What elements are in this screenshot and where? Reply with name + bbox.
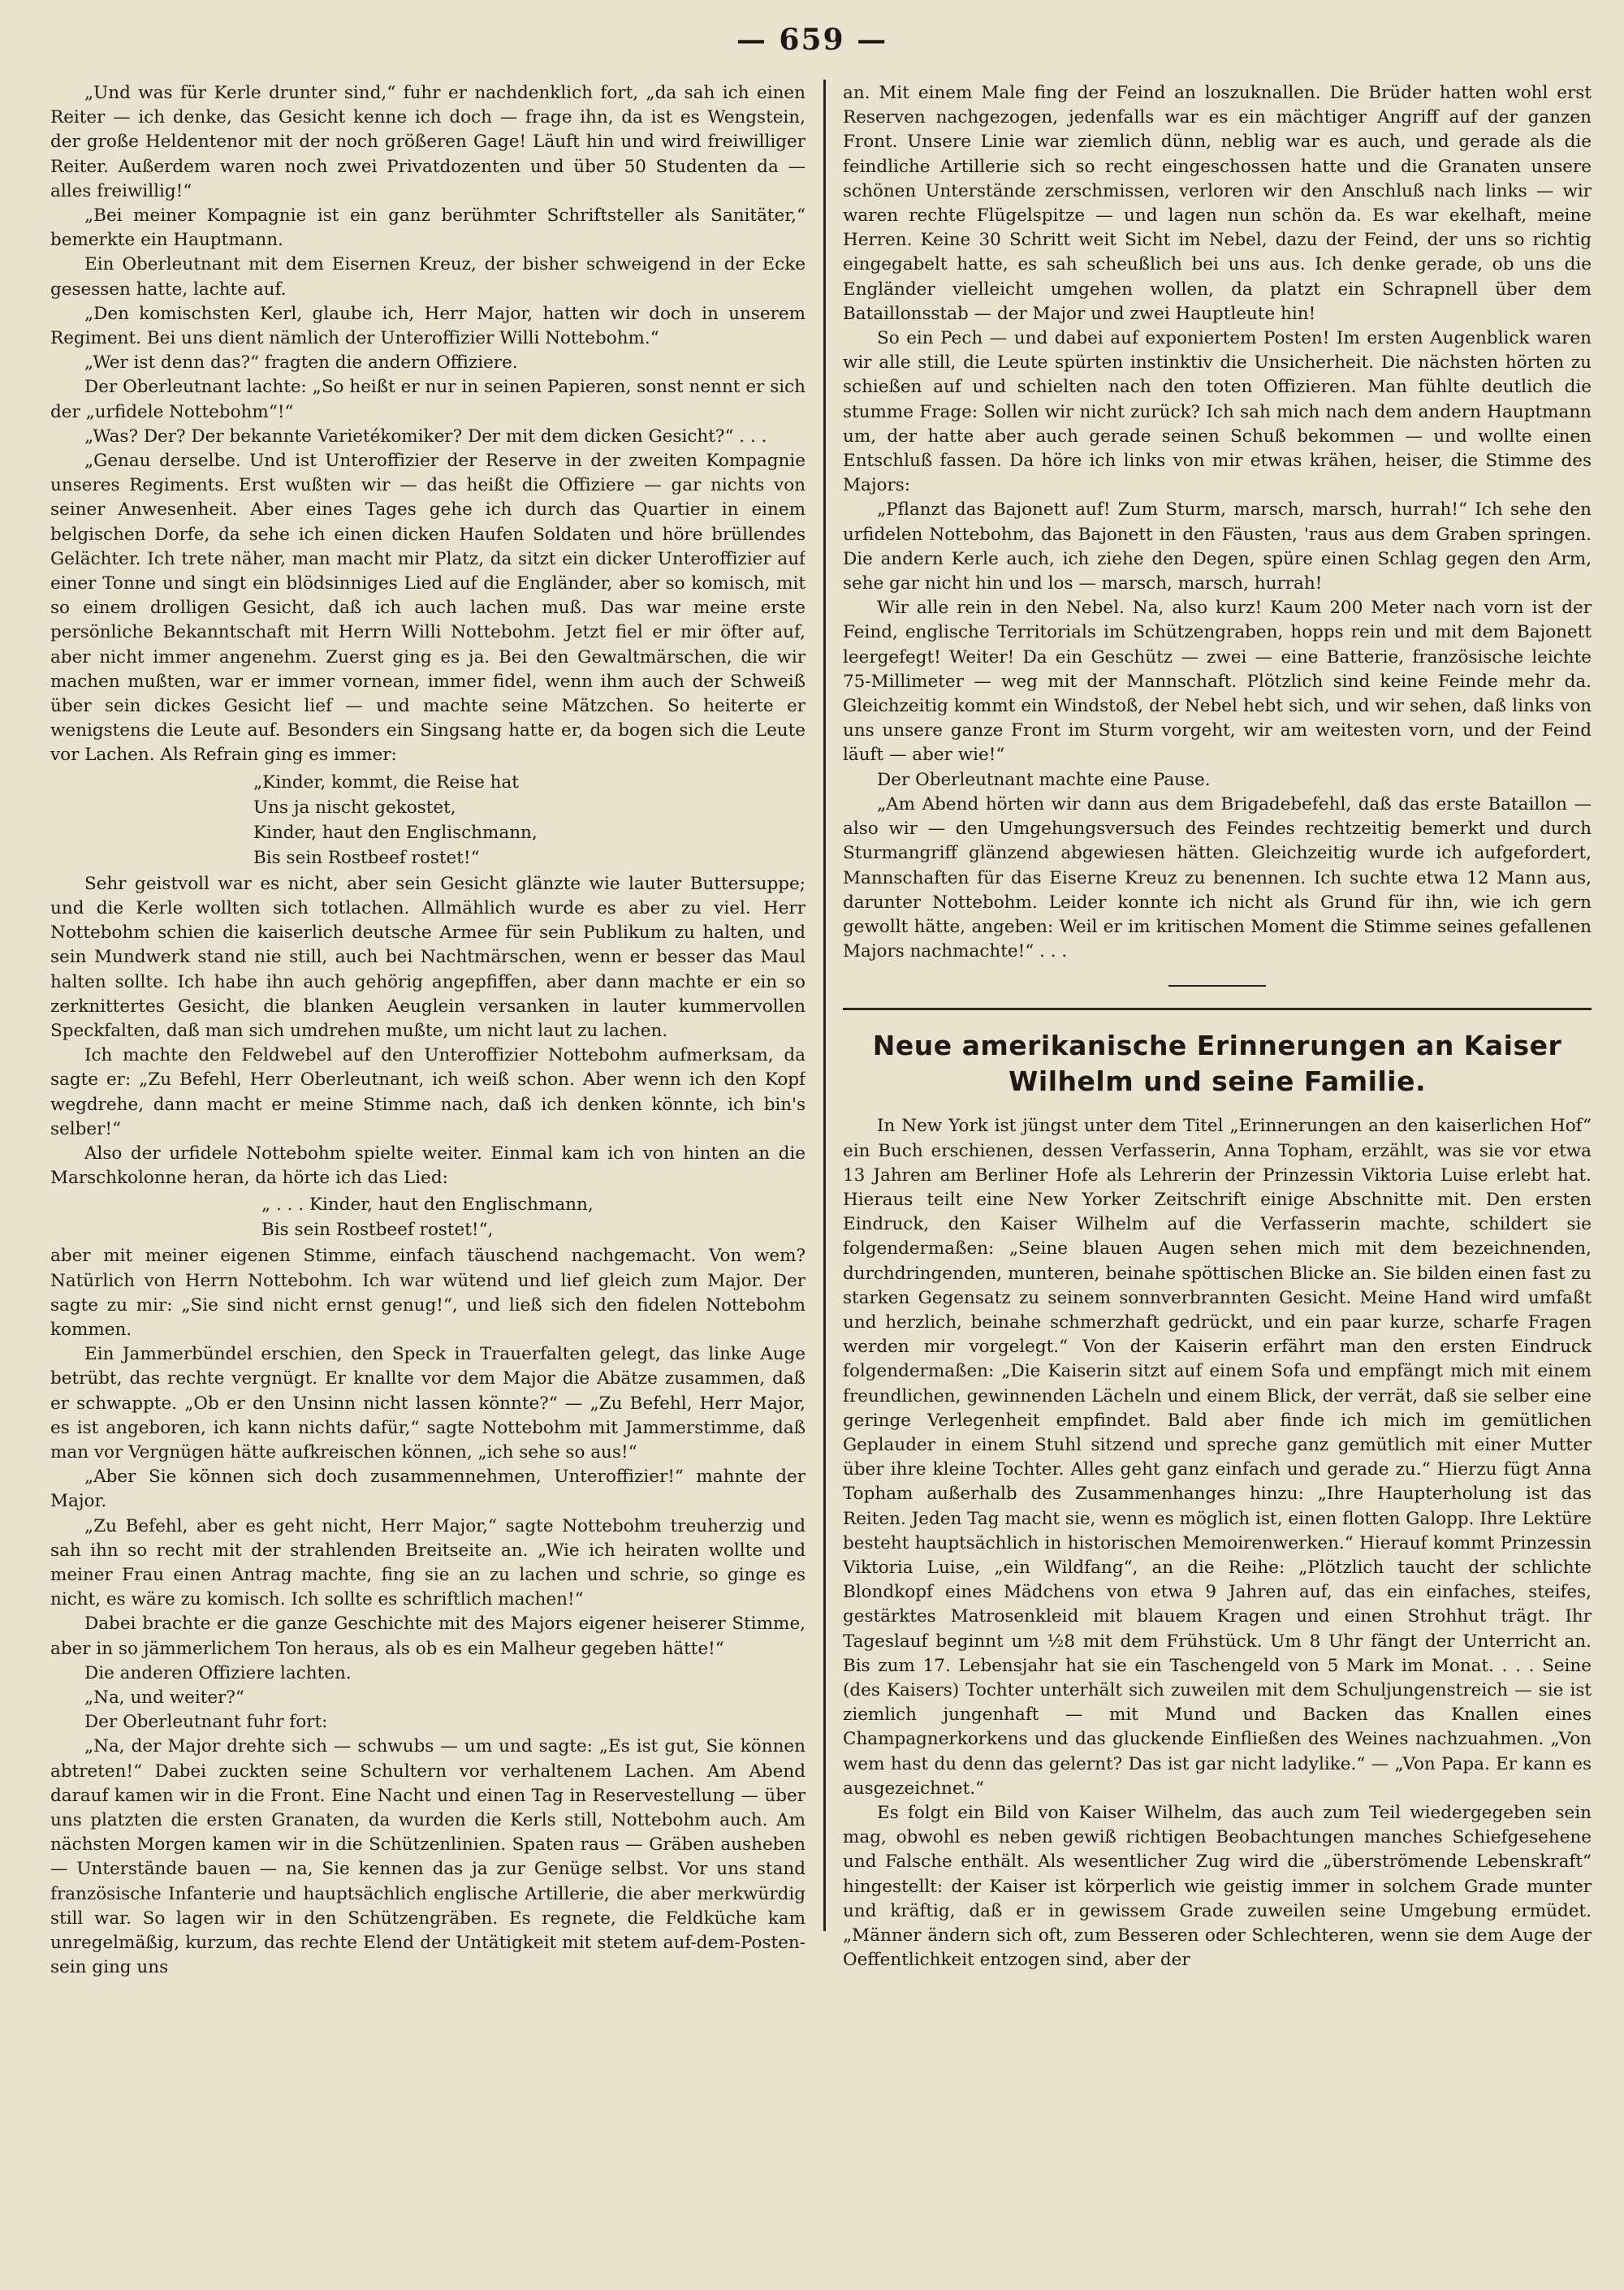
right-column — [843, 81, 1592, 2271]
song-verse — [261, 1192, 806, 1242]
paragraph: „Pflanzt das Bajonett auf! Zum Sturm, marsch, marsch, hurrah!“ Ich sehe den urfidelen Nottebohm, das Bajonett in den Fäusten, 'raus aus dem Graben springen. Die andern Kerle auch, ich ziehe den Degen, spüre einen Schlag gegen den Arm, sehe gar nicht hin und los — marsch, marsch, hurrah! — [843, 499, 1592, 594]
paragraph: Wir alle rein in den Nebel. Na, also kurz! Kaum 200 Meter nach vorn ist der Feind, englische Territorials im Schützengraben, hopps rein und mit dem Bajonett leergefegt! Weiter! Da ein Geschütz — zwei — eine Batterie, französische leichte 75-Millimeter — weg mit der Mannschaft. Plötzlich sind keine Feinde mehr da. Gleichzeitig kommt ein Windstoß, der Nebel hebt sich, und wir sehen, daß links von uns unsere ganze Front im Sturm vorgeht, wir am weitesten vorn, und der Feind läuft — aber wie!“ — [843, 598, 1592, 766]
page-number: — 659 — — [736, 23, 888, 57]
paragraph: So ein Pech — und dabei auf exponiertem Posten! Im ersten Augenblick waren wir alle still, die Leute spürten instinktiv die Unsicherheit. Die nächsten hörten zu schießen auf und schielten nach den toten Offizieren. Man fühlte deutlich die stumme Frage: Sollen wir nicht zurück? Ich sah mich nach dem andern Hauptmann um, der hatte aber auch gerade seinen Schuß bekommen — und wollte einen Entschluß fassen. Da höre ich links von mir etwas krähen, heiser, die Stimme des Majors: — [843, 328, 1592, 496]
paragraph: Ein Jammerbündel erschien, den Speck in Trauerfalten gelegt, das linke Auge betrübt, das rechte vergnügt. Er knallte vor dem Major die Abätze zusammen, daß er schwappte. „Ob er den Unsinn nicht lassen könnte?“ — „Zu Befehl, Herr Major, es ist angeboren, ich kann nichts dafür,“ sagte Nottebohm mit Jammerstimme, daß man vor Vergnügen hätte aufkreischen können, „ich sehe so aus!“ — [50, 1344, 806, 1463]
verse-line: Uns ja nischt gekostet, — [253, 797, 456, 818]
verse-line: Kinder, haut den Englischmann, — [253, 822, 538, 843]
left-column — [50, 81, 806, 2271]
paragraph: „Genau derselbe. Und ist Unteroffizier der Reserve in der zweiten Kompagnie unseres Regiments. Erst wußten wir — das heißt die Offiziere — gar nichts von seiner Anwesenheit. Aber eines Tages gehe ich durch das Quartier in einem belgischen Dorfe, da sehe ich einen dicken Haufen Soldaten und höre brüllendes Gelächter. Ich trete näher, man macht mir Platz, da sitzt ein dicker Unteroffizier auf einer Tonne und singt ein blödsinniges Lied auf die Engländer, aber so komisch, mit so einem drolligen Gesicht, daß ich auch lachen muß. Das war meine erste persönliche Bekanntschaft mit Herrn Willi Nottebohm. Jetzt fiel er mir öfter auf, aber nicht immer angenehm. Zuerst ging es ja. Bei den Gewaltmärschen, die wir machen mußten, war er immer vornean, immer fidel, wenn ihm auch der Schweiß über sein dickes Gesicht lief — und machte seine Mätzchen. So heiterte er wenigstens die Leute auf. Besonders ein Singsang hatte er, da bogen sich die Leute vor Lachen. Als Refrain ging es immer: — [50, 451, 806, 766]
paragraph: „Wer ist denn das?“ fragten die andern Offiziere. — [84, 352, 518, 374]
song-verse — [253, 770, 806, 871]
paragraph: Der Oberleutnant machte eine Pause. — [877, 769, 1211, 790]
paragraph: „Und was für Kerle drunter sind,“ fuhr er nachdenklich fort, „da sah ich einen Reiter — ich denke, das Gesicht kenne ich doch — frage ihn, da ist es Wengstein, der große Heldentenor mit der noch größeren Gage! Läuft hin und wird freiwilliger Reiter. Außerdem waren noch zwei Privatdozenten und über 50 Studenten da — alles freiwillig!“ — [50, 83, 806, 201]
paragraph: „Was? Der? Der bekannte Varietékomiker? Der mit dem dicken Gesicht?“ . . . — [84, 426, 767, 447]
paragraph: Es folgt ein Bild von Kaiser Wilhelm, das auch zum Teil wiedergegeben sein mag, obwohl es neben gewiß richtigen Beobachtungen manches Schiefgesehene und Falsche enthält. Als wesentlicher Zug wird die „überströmende Lebenskraft“ hingestellt: der Kaiser ist körperlich wie geistig immer in solchem Grade munter und kräftig, daß er in gewissem Grade zuweilen seine Umgebung ermüdet. „Männer ändern sich oft, zum Besseren oder Schlechteren, wenn sie dem Auge der Oeffentlichkeit entzogen sind, aber der — [843, 1803, 1592, 1971]
paragraph: „Zu Befehl, aber es geht nicht, Herr Major,“ sagte Nottebohm treuherzig und sah ihn so recht mit der strahlenden Breitseite an. „Wie ich heiraten wollte und meiner Frau einen Antrag machte, fing sie an zu lachen und schrie, so ginge es nicht, es wäre zu komisch. Ich sollte es schriftlich machen!“ — [50, 1515, 806, 1610]
story-end-rule — [1168, 985, 1266, 987]
paragraph: Sehr geistvoll war es nicht, aber sein Gesicht glänzte wie lauter Buttersuppe; und die Kerle wollten sich totlachen. Allmählich wurde es aber zu viel. Herr Nottebohm schien die kaiserlich deutsche Armee für sein Publikum zu halten, und sein Mundwerk stand nie still, auch bei Nachtmärschen, wenn er besser das Maul halten sollte. Ich habe ihn auch gehörig angepfiffen, aber dann machte er ein so zerknittertes Gesicht, die blanken Aeuglein versanken in lauter kummervollen Speckfalten, daß man sich umdrehen mußte, um nicht laut zu lachen. — [50, 873, 806, 1041]
paragraph: an. Mit einem Male fing der Feind an loszuknallen. Die Brüder hatten wohl erst Reserven nachgezogen, jedenfalls war es ein mächtiger Angriff auf der ganzen Front. Unsere Linie war ziemlich dünn, neblig war es auch, und gerade als die feindliche Artillerie sich so recht eingeschossen hatte und die Granaten unsere schönen Unterstände zerschmissen, verloren wir den Anschluß nach links — wir waren rechte Flügelspitze — und lagen nun schön da. Es war ekelhaft, meine Herren. Keine 30 Schritt weit Sicht im Nebel, dazu der Feind, der uns so richtig eingegabelt hatte, es sah scheußlich bei uns aus. Ich denke gerade, ob uns die Engländer vielleicht umgehen wollen, da platzt ein Schrapnell über dem Bataillonsstab — der Major und zwei Hauptleute hin! — [843, 83, 1592, 324]
column-divider — [823, 80, 826, 1931]
paragraph: „Den komischsten Kerl, glaube ich, Herr Major, hatten wir doch in unserem Regiment. Bei uns dient nämlich der Unteroffizier Willi Nottebohm.“ — [50, 303, 806, 349]
paragraph: Ich machte den Feldwebel auf den Unteroffizier Nottebohm aufmerksam, da sagte er: „Zu Befehl, Herr Oberleutnant, ich weiß schon. Aber wenn ich den Kopf wegdrehe, dann macht er meine Stimme nach, daß ich denken könnte, ich bin's selber!“ — [50, 1045, 806, 1139]
verse-line: Bis sein Rostbeef rostet!“, — [261, 1220, 494, 1241]
paragraph: In New York ist jüngst unter dem Titel „Erinnerungen an den kaiserlichen Hof“ ein Buch erschienen, dessen Verfasserin, Anna Topham, erzählt, was sie vor etwa 13 Jahren am Berliner Hofe als Lehrerin der Prinzessin Viktoria Luise erlebt hat. Hieraus teilt eine New Yorker Zeitschrift einige Abschnitte mit. Den ersten Eindruck, den Kaiser Wilhelm auf die Verfasserin machte, schildert sie folgendermaßen: „Seine blauen Augen sehen mich mit dem bezeichnenden, durchdringenden, munteren, beinahe spöttischen Blicke an. Sie bilden einen fast zu starken Gegensatz zu seinem sonnverbrannten Gesicht. Meine Hand wird umfaßt und herzlich, beinahe schmerzhaft gedrückt, und ein paar kurze, scharfe Fragen werden mir vorgelegt.“ Von der Kaiserin erfährt man den ersten Eindruck folgendermaßen: „Die Kaiserin sitzt auf einem Sofa und empfängt mich mit einem freundlichen, gewinnenden Lächeln und einem Blick, der verrät, daß sie selber eine geringe Verlegenheit empfindet. Bald aber finde ich mich im gemütlichen Geplauder in einem Stuhl sitzend und spreche ganz gemütlich mit einer Mutter über ihre kleine Tochter. Alles geht ganz einfach und gerade zu.“ Hierzu fügt Anna Topham außerhalb des Zusammenhanges hinzu: „Ihre Haupterholung ist das Reiten. Jeden Tag macht sie, wenn es möglich ist, einen flotten Galopp. Ihre Lektüre besteht hauptsächlich in historischen Memoirenwerken.“ Hierauf kommt Prinzessin Viktoria Luise, „ein Wildfang“, an die Reihe: „Plötzlich taucht der schlichte Blondkopf eines Mädchens von etwa 9 Jahren auf, das ein einfaches, steifes, gestärktes Matrosenkleid mit blauem Kragen und einen Strohhut trägt. Ihr Tageslauf beginnt um ½8 mit dem Frühstück. Um 8 Uhr fängt der Unterricht an. Bis zum 17. Lebensjahr hat sie ein Taschengeld von 5 Mark im Monat. . . . Seine (des Kaisers) Tochter unterhält sich zuweilen mit dem Schuljungenstreich — sie ist ziemlich jungenhaft — mit Mund und Backen das Knallen eines Champagnerkorkens und das gluckende Einfließen des Weines nachzuahmen. „Von wem hast du denn das gelernt? Das ist gar nicht ladylike.“ — „Von Papa. Er kann es ausgezeichnet.“ — [843, 1116, 1592, 1799]
paragraph: aber mit meiner eigenen Stimme, einfach täuschend nachgemacht. Von wem? Natürlich von Herrn Nottebohm. Ich war wütend und lief gleich zum Major. Der sagte zu mir: „Sie sind nicht ernst genug!“, und ließ sich den fidelen Nottebohm kommen. — [50, 1246, 806, 1340]
verse-line: „ . . . Kinder, haut den Englischmann, — [261, 1195, 594, 1216]
paragraph: „Am Abend hörten wir dann aus dem Brigadebefehl, daß das erste Bataillon — also wir — den Umgehungsversuch des Feindes rechtzeitig bemerkt und durch Sturmangriff glänzend abgewiesen hätten. Gleichzeitig wurde ich aufgefordert, Mannschaften für das Eiserne Kreuz zu benennen. Ich suchte etwa 12 Mann aus, darunter Nottebohm. Leider konnte ich nicht als Grund für ihn, wie ich gern gewollt hätte, angeben: Weil er im kritischen Moment die Stimme seines gefallenen Majors nachmachte!“ . . . — [843, 793, 1592, 962]
paragraph: Die anderen Offiziere lachten. — [84, 1662, 352, 1683]
paragraph: „Bei meiner Kompagnie ist ein ganz berühmter Schriftsteller als Sanitäter,“ bemerkte ein Hauptmann. — [50, 205, 806, 251]
paragraph: Dabei brachte er die ganze Geschichte mit des Majors eigener heiserer Stimme, aber in so jämmerlichem Ton heraus, als ob es ein Malheur gegeben hätte!“ — [50, 1614, 806, 1659]
section-divider — [843, 1008, 1592, 1010]
paragraph: Der Oberleutnant fuhr fort: — [84, 1712, 328, 1733]
article-title: Neue amerikanische Erinnerungen an Kaiser Wilhelm und seine Familie. — [872, 1030, 1562, 1098]
paragraph: „Aber Sie können sich doch zusammennehmen, Unteroffizier!“ mahnte der Major. — [50, 1467, 806, 1512]
paragraph: „Na, der Major drehte sich — schwubs — um und sagte: „Es ist gut, Sie können abtreten!“ Dabei zuckten seine Schultern vor verhaltenem Lachen. Am Abend darauf kamen wir in die Front. Eine Nacht und einen Tag in Reservestellung — über uns platzten die ersten Granaten, da wurden die Kerls still, Nottebohm auch. Am nächsten Morgen kamen wir in die Schützenlinien. Spaten raus — Gräben ausheben — Unterstände bauen — na, Sie kennen das ja zur Genüge selbst. Vor uns stand französische Infanterie und hauptsächlich englische Artillerie, die aber merkwürdig still war. So lagen wir in den Schützengräben. Es regnete, die Feldküche kam unregelmäßig, kurzum, das rechte Elend der Untätigkeit mit stetem auf-dem-Posten-sein ging uns — [50, 1736, 806, 1978]
paragraph: Ein Oberleutnant mit dem Eisernen Kreuz, der bisher schweigend in der Ecke gesessen hatte, lachte auf. — [50, 254, 806, 300]
paragraph: „Na, und weiter?“ — [84, 1687, 244, 1708]
verse-line: Bis sein Rostbeef rostet!“ — [253, 847, 480, 868]
paragraph: Also der urfidele Nottebohm spielte weiter. Einmal kam ich von hinten an die Marschkolonne heran, da hörte ich das Lied: — [50, 1143, 806, 1189]
paragraph: Der Oberleutnant lachte: „So heißt er nur in seinen Papieren, sonst nennt er sich der „urfidele Nottebohm“!“ — [50, 377, 806, 422]
verse-line: „Kinder, kommt, die Reise hat — [253, 771, 519, 793]
